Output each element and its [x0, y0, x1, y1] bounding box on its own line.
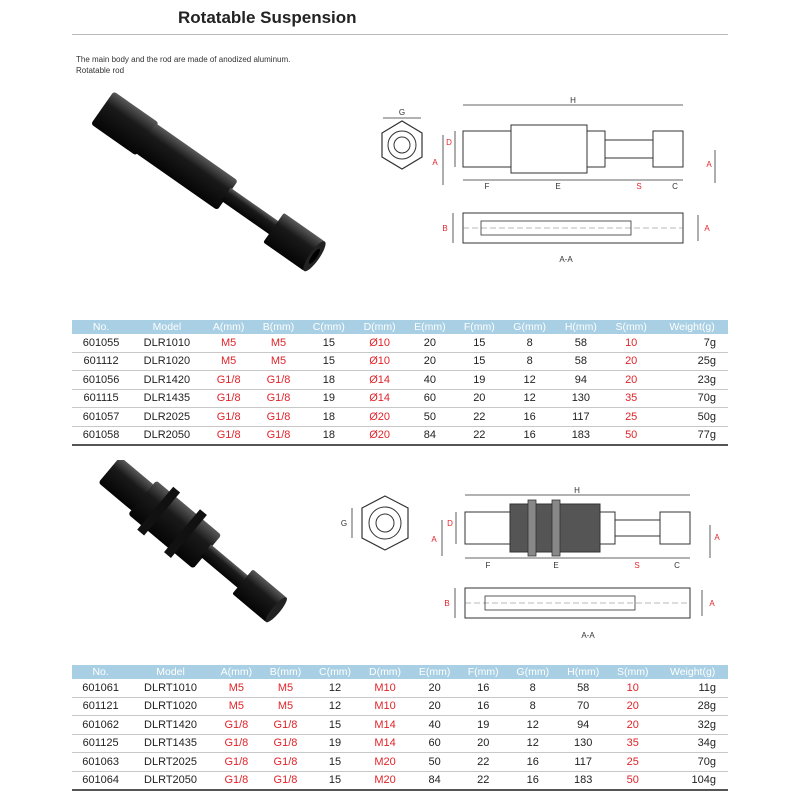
cell: Ø20 — [354, 408, 405, 427]
dim-label-s: S — [634, 561, 640, 570]
cell: 20 — [405, 352, 455, 371]
cell: 58 — [555, 352, 606, 371]
cell: G1/8 — [261, 771, 310, 790]
cell: M10 — [360, 697, 410, 716]
cell: 19 — [303, 389, 354, 408]
table-row — [72, 334, 728, 352]
material-description: The main body and the rod are made of anodized aluminum. — [76, 55, 291, 64]
col-header: Weight(g) — [657, 665, 728, 679]
cell: Ø20 — [354, 426, 405, 445]
dim-label-f: F — [485, 561, 491, 570]
cell: 183 — [555, 426, 606, 445]
col-header: Weight(g) — [656, 320, 728, 334]
cell: 60 — [405, 389, 455, 408]
cell: Ø14 — [354, 371, 405, 390]
cell: 601121 — [72, 697, 129, 716]
col-header: F(mm) — [455, 320, 504, 334]
dim-label-a-section: A — [709, 599, 715, 608]
cell: 10 — [608, 679, 657, 697]
title-divider — [72, 34, 728, 35]
cell: 12 — [310, 697, 360, 716]
col-header: E(mm) — [405, 320, 455, 334]
cell: G1/8 — [204, 371, 254, 390]
cell: 601064 — [72, 771, 129, 790]
cell: 15 — [310, 716, 360, 735]
cell: 7g — [656, 334, 728, 352]
cell: 20 — [459, 734, 507, 753]
dim-label-d: D — [446, 138, 452, 147]
dim-label-a-right: A — [714, 533, 720, 542]
table-row — [72, 371, 728, 390]
cell: 8 — [504, 334, 556, 352]
cell: M5 — [204, 334, 254, 352]
cell: 15 — [303, 352, 354, 371]
cell: DLR1420 — [130, 371, 204, 390]
cell: 23g — [656, 371, 728, 390]
cell: DLR2050 — [130, 426, 204, 445]
table-header-row — [72, 665, 728, 679]
cell: 20 — [608, 716, 657, 735]
col-header: C(mm) — [310, 665, 360, 679]
cell: DLRT1435 — [129, 734, 212, 753]
dim-label-g: G — [398, 108, 406, 117]
cell: 130 — [558, 734, 608, 753]
cell: 25g — [656, 352, 728, 371]
cell: 70 — [558, 697, 608, 716]
cell: 35 — [606, 389, 656, 408]
technical-drawing-dlr — [355, 95, 735, 270]
cell: 8 — [507, 697, 558, 716]
spec-table-dlrt — [72, 665, 728, 791]
cell: G1/8 — [254, 371, 304, 390]
col-header: E(mm) — [410, 665, 459, 679]
table-row — [72, 426, 728, 445]
cell: 20 — [608, 697, 657, 716]
cell: 601056 — [72, 371, 130, 390]
cell: 28g — [657, 697, 728, 716]
cell: 94 — [558, 716, 608, 735]
col-header: D(mm) — [360, 665, 410, 679]
cell: G1/8 — [261, 753, 310, 772]
cell: 22 — [455, 408, 504, 427]
cell: 22 — [455, 426, 504, 445]
cell: 12 — [504, 371, 556, 390]
col-header: B(mm) — [261, 665, 310, 679]
dim-label-a-left: A — [432, 158, 438, 167]
cell: 601055 — [72, 334, 130, 352]
cell: 40 — [410, 716, 459, 735]
cell: 50 — [405, 408, 455, 427]
cell: DLRT2025 — [129, 753, 212, 772]
cell: 18 — [303, 426, 354, 445]
cell: DLRT1010 — [129, 679, 212, 697]
technical-drawing-dlrt — [330, 480, 730, 645]
cell: 15 — [455, 352, 504, 371]
cell: 20 — [410, 679, 459, 697]
cell: M5 — [212, 679, 261, 697]
cell: 601062 — [72, 716, 129, 735]
cell: 32g — [657, 716, 728, 735]
cell: M10 — [360, 679, 410, 697]
dim-label-s: S — [636, 182, 642, 191]
cell: G1/8 — [261, 734, 310, 753]
col-header: S(mm) — [606, 320, 656, 334]
cell: 16 — [504, 408, 556, 427]
cell: 183 — [558, 771, 608, 790]
cell: 10 — [606, 334, 656, 352]
cell: 22 — [459, 753, 507, 772]
cell: 20 — [405, 334, 455, 352]
cell: 34g — [657, 734, 728, 753]
cell: G1/8 — [204, 389, 254, 408]
cell: 8 — [504, 352, 556, 371]
cell: G1/8 — [212, 716, 261, 735]
dim-label-e: E — [553, 561, 559, 570]
cell: G1/8 — [204, 426, 254, 445]
cell: 19 — [459, 716, 507, 735]
page-title: Rotatable Suspension — [178, 8, 357, 27]
cell: 58 — [555, 334, 606, 352]
table-row — [72, 734, 728, 753]
cell: 16 — [459, 679, 507, 697]
cell: 50 — [606, 426, 656, 445]
rod-description: Rotatable rod — [76, 66, 125, 75]
cell: 601115 — [72, 389, 130, 408]
cell: 601125 — [72, 734, 129, 753]
col-header: No. — [72, 320, 130, 334]
cell: 18 — [303, 371, 354, 390]
cell: 12 — [504, 389, 556, 408]
cell: G1/8 — [261, 716, 310, 735]
section-label: A-A — [559, 255, 573, 264]
cell: 19 — [310, 734, 360, 753]
cell: DLR1435 — [130, 389, 204, 408]
cell: 601058 — [72, 426, 130, 445]
cell: 117 — [558, 753, 608, 772]
dim-label-h: H — [570, 96, 576, 105]
cell: 601063 — [72, 753, 129, 772]
cell: DLR1010 — [130, 334, 204, 352]
cell: 20 — [455, 389, 504, 408]
cell: 60 — [410, 734, 459, 753]
cell: 70g — [656, 389, 728, 408]
dim-label-a-section: A — [704, 224, 710, 233]
dim-label-h: H — [574, 486, 580, 495]
cell: DLRT1420 — [129, 716, 212, 735]
cell: 84 — [410, 771, 459, 790]
cell: 94 — [555, 371, 606, 390]
table-row — [72, 352, 728, 371]
cell: 20 — [410, 697, 459, 716]
cell: M20 — [360, 771, 410, 790]
cell: 58 — [558, 679, 608, 697]
cell: 15 — [303, 334, 354, 352]
table-row — [72, 679, 728, 697]
dim-label-g: G — [340, 519, 348, 528]
cell: 15 — [310, 753, 360, 772]
table-row — [72, 408, 728, 427]
cell: 19 — [455, 371, 504, 390]
cell: 50 — [608, 771, 657, 790]
col-header: B(mm) — [254, 320, 304, 334]
cell: 601061 — [72, 679, 129, 697]
dim-label-b: B — [442, 224, 448, 233]
cell: DLR1020 — [130, 352, 204, 371]
col-header: C(mm) — [303, 320, 354, 334]
product-photo-dlr — [72, 88, 362, 288]
dim-label-c: C — [674, 561, 680, 570]
cell: 40 — [405, 371, 455, 390]
cell: M5 — [254, 334, 304, 352]
cell: G1/8 — [254, 389, 304, 408]
cell: Ø10 — [354, 352, 405, 371]
dim-label-c: C — [672, 182, 678, 191]
cell: 15 — [310, 771, 360, 790]
cell: 16 — [507, 753, 558, 772]
dim-label-d: D — [447, 519, 453, 528]
cell: M14 — [360, 734, 410, 753]
cell: 70g — [657, 753, 728, 772]
table-row — [72, 697, 728, 716]
cell: 16 — [507, 771, 558, 790]
cell: 601057 — [72, 408, 130, 427]
cell: G1/8 — [204, 408, 254, 427]
cell: M5 — [261, 697, 310, 716]
cell: 20 — [606, 371, 656, 390]
cell: M5 — [212, 697, 261, 716]
col-header: Model — [129, 665, 212, 679]
cell: 22 — [459, 771, 507, 790]
table-row — [72, 771, 728, 790]
cell: DLR2025 — [130, 408, 204, 427]
cell: G1/8 — [254, 426, 304, 445]
cell: 77g — [656, 426, 728, 445]
dim-label-b: B — [444, 599, 450, 608]
cell: 8 — [507, 679, 558, 697]
product-photo-dlrt — [80, 460, 330, 640]
section-label: A-A — [581, 631, 595, 640]
cell: 12 — [507, 734, 558, 753]
cell: DLRT2050 — [129, 771, 212, 790]
dim-label-a-right: A — [706, 160, 712, 169]
cell: 84 — [405, 426, 455, 445]
cell: 18 — [303, 408, 354, 427]
cell: 12 — [310, 679, 360, 697]
cell: 11g — [657, 679, 728, 697]
cell: 104g — [657, 771, 728, 790]
dim-label-a-left: A — [431, 535, 437, 544]
cell: G1/8 — [254, 408, 304, 427]
cell: DLRT1020 — [129, 697, 212, 716]
cell: 15 — [455, 334, 504, 352]
cell: 117 — [555, 408, 606, 427]
col-header: A(mm) — [212, 665, 261, 679]
table-row — [72, 753, 728, 772]
cell: G1/8 — [212, 771, 261, 790]
cell: M5 — [254, 352, 304, 371]
cell: 20 — [606, 352, 656, 371]
cell: 25 — [608, 753, 657, 772]
cell: 12 — [507, 716, 558, 735]
cell: 25 — [606, 408, 656, 427]
col-header: A(mm) — [204, 320, 254, 334]
col-header: D(mm) — [354, 320, 405, 334]
col-header: G(mm) — [504, 320, 556, 334]
col-header: H(mm) — [555, 320, 606, 334]
cell: M20 — [360, 753, 410, 772]
dim-label-e: E — [555, 182, 561, 191]
cell: 130 — [555, 389, 606, 408]
cell: 35 — [608, 734, 657, 753]
table-header-row — [72, 320, 728, 334]
cell: M5 — [204, 352, 254, 371]
cell: Ø10 — [354, 334, 405, 352]
cell: 16 — [504, 426, 556, 445]
table-row — [72, 716, 728, 735]
cell: G1/8 — [212, 753, 261, 772]
spec-table-dlr — [72, 320, 728, 446]
cell: M14 — [360, 716, 410, 735]
cell: 50g — [656, 408, 728, 427]
col-header: Model — [130, 320, 204, 334]
col-header: H(mm) — [558, 665, 608, 679]
cell: 601112 — [72, 352, 130, 371]
col-header: No. — [72, 665, 129, 679]
table-row — [72, 389, 728, 408]
col-header: F(mm) — [459, 665, 507, 679]
cell: M5 — [261, 679, 310, 697]
cell: G1/8 — [212, 734, 261, 753]
col-header: G(mm) — [507, 665, 558, 679]
dim-label-f: F — [484, 182, 490, 191]
cell: Ø14 — [354, 389, 405, 408]
cell: 50 — [410, 753, 459, 772]
col-header: S(mm) — [608, 665, 657, 679]
cell: 16 — [459, 697, 507, 716]
